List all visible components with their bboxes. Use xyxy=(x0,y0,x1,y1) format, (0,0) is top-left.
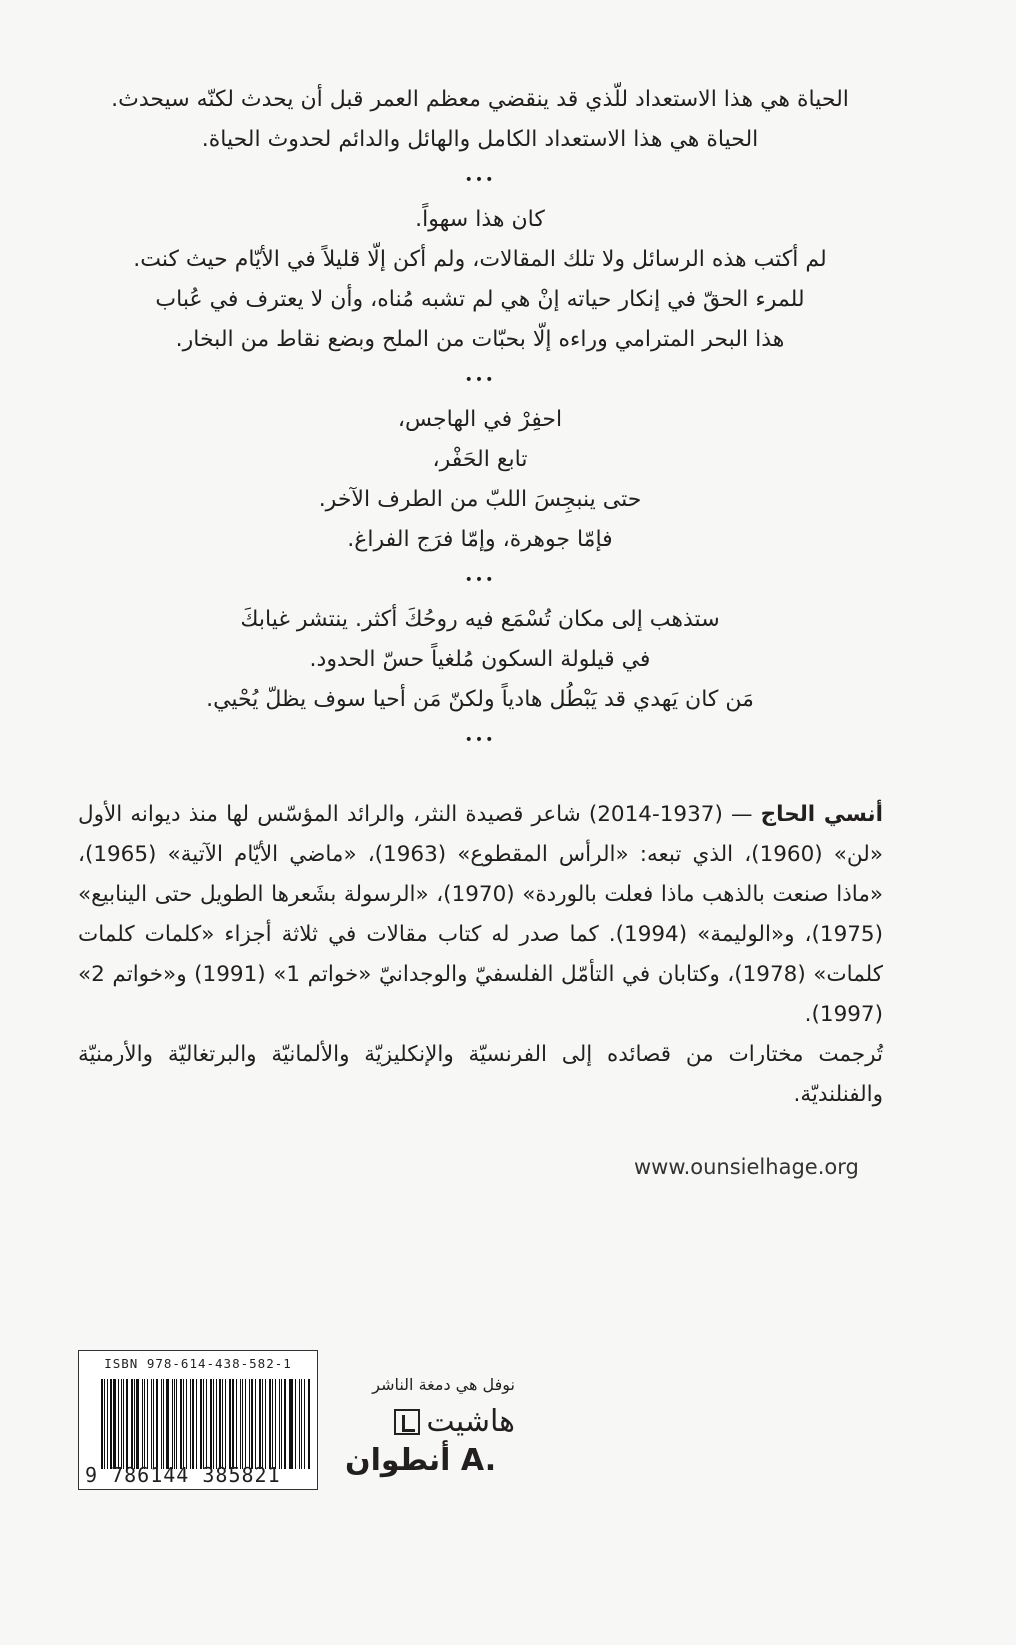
barcode-bar xyxy=(123,1379,124,1469)
barcode-bar xyxy=(121,1379,122,1469)
stanza-2 xyxy=(60,200,900,360)
barcode-bar xyxy=(190,1379,192,1469)
barcode-bar xyxy=(284,1379,286,1469)
barcode-bar xyxy=(134,1379,135,1469)
poem-line: حتى ينبجِسَ اللبّ من الطرف الآخر. xyxy=(318,487,642,512)
poem-line: للمرء الحقّ في إنكار حياته إنْ هي لم تشبه مُناه، وأن لا يعترف في عُباب xyxy=(155,287,805,312)
separator: ••• xyxy=(464,372,496,388)
hachette-logo-text: هاشيت xyxy=(426,1404,515,1439)
antoine-logo: أنطوان A. xyxy=(345,1443,497,1478)
barcode-bar xyxy=(213,1379,214,1469)
barcode-bar xyxy=(304,1379,305,1469)
barcode-bar xyxy=(216,1379,217,1469)
barcode-bars xyxy=(101,1379,311,1469)
barcode-bar xyxy=(290,1379,293,1469)
barcode-bar xyxy=(255,1379,256,1469)
barcode-bar xyxy=(110,1379,112,1469)
separator: ••• xyxy=(464,172,496,188)
hachette-h-icon xyxy=(394,1409,420,1435)
stanza-1 xyxy=(60,80,900,160)
barcode-bar xyxy=(299,1379,300,1469)
author-bio xyxy=(78,795,883,1115)
barcode-bar xyxy=(219,1379,221,1469)
barcode-bar xyxy=(161,1379,162,1469)
barcode-bar xyxy=(249,1379,250,1469)
barcode-bar xyxy=(172,1379,173,1469)
poem-line: كان هذا سهواً. xyxy=(415,207,545,232)
barcode-bar xyxy=(240,1379,241,1469)
barcode-bar xyxy=(289,1379,290,1469)
barcode-bar xyxy=(225,1379,226,1469)
barcode-bar xyxy=(232,1379,234,1469)
barcode-bar xyxy=(153,1379,154,1469)
barcode-bar xyxy=(236,1379,237,1469)
publisher-block xyxy=(340,1375,515,1478)
isbn-barcode xyxy=(78,1350,318,1490)
barcode-bar xyxy=(242,1379,244,1469)
barcode-bar xyxy=(144,1379,145,1469)
barcode-bar xyxy=(222,1379,223,1469)
barcode-bar xyxy=(269,1379,271,1469)
barcode-bar xyxy=(301,1379,303,1469)
poem-line: في قيلولة السكون مُلغياً حسّ الحدود. xyxy=(309,647,651,672)
barcode-bar xyxy=(265,1379,266,1469)
barcode-bar xyxy=(136,1379,139,1469)
barcode-bar xyxy=(210,1379,212,1469)
separator: ••• xyxy=(464,732,496,748)
barcode-bar xyxy=(183,1379,184,1469)
barcode-bar xyxy=(262,1379,263,1469)
stanza-4 xyxy=(60,600,900,720)
barcode-bar xyxy=(259,1379,262,1469)
poem-line: ستذهب إلى مكان تُسْمَع فيه روحُكَ أكثر. ينتشر غيابكَ xyxy=(240,607,720,632)
barcode-bar xyxy=(206,1379,207,1469)
barcode-bar xyxy=(279,1379,280,1469)
poem-line: هذا البحر المترامي وراءه إلّا بحبّات من الملح وبضع نقاط من البخار. xyxy=(175,327,785,352)
website-link[interactable]: www.ounsielhage.org xyxy=(634,1155,859,1179)
hachette-logo xyxy=(340,1404,515,1439)
author-name: أنسي الحاج xyxy=(760,802,883,827)
stanza-3 xyxy=(60,400,900,560)
isbn-number: ISBN 978-614-438-582-1 xyxy=(104,1356,292,1371)
barcode-bar xyxy=(203,1379,204,1469)
barcode-bar xyxy=(166,1379,169,1469)
bio-text: — (1937-2014) شاعر قصيدة النثر، والرائد المؤسّس لها منذ ديوانه الأول «لن» (1960)، الذي تبعه: «الرأس المقطوع» (1963)، «ماضي الأيّام الآتية» (1965)، «ماذا صنعت بالذهب ماذا فعلت بالوردة» (1970)، «الرسولة بشَعرها الطويل حتى الينابيع» (1975)، و«الوليمة» (1994). كما صدر له كتاب مقالات في ثلاثة أجزاء «كلمات كلمات كلمات» (1978)، وكتابان في التأمّل الفلسفيّ والوجدانيّ «خواتم 1» (1991) و«خواتم 2» (1997). xyxy=(78,802,883,1027)
barcode-bar xyxy=(156,1379,158,1469)
barcode-bar xyxy=(251,1379,253,1469)
barcode-bar xyxy=(275,1379,276,1469)
barcode-bar xyxy=(147,1379,149,1469)
barcode-bar xyxy=(131,1379,133,1469)
barcode-bar xyxy=(126,1379,128,1469)
barcode-bar xyxy=(196,1379,197,1469)
poem-line: الحياة هي هذا الاستعداد للّذي قد ينقضي معظم العمر قبل أن يحدث لكنّه سيحدث. xyxy=(111,87,849,112)
barcode-bar xyxy=(192,1379,194,1469)
poem-line: فإمّا جوهرة، وإمّا فرَج الفراغ. xyxy=(347,527,613,552)
barcode-bar xyxy=(113,1379,116,1469)
barcode-bar xyxy=(200,1379,203,1469)
barcode-bar xyxy=(101,1379,103,1469)
bio-paragraph xyxy=(78,795,883,1035)
barcode-bar xyxy=(308,1379,310,1469)
barcode-bar xyxy=(272,1379,274,1469)
barcode-bar xyxy=(245,1379,246,1469)
barcode-bar xyxy=(176,1379,177,1469)
poem-line: لم أكتب هذه الرسائل ولا تلك المقالات، ولم أكن إلّا قليلاً في الأيّام حيث كنت. xyxy=(133,247,827,272)
poem-line: احفِرْ في الهاجس، xyxy=(397,407,563,432)
barcode-bar xyxy=(174,1379,175,1469)
poem-line: الحياة هي هذا الاستعداد الكامل والهائل والدائم لحدوث الحياة. xyxy=(201,127,759,152)
barcode-bar xyxy=(118,1379,119,1469)
barcode-bar xyxy=(107,1379,108,1469)
poem-line: مَن كان يَهدي قد يَبْطُل هادياً ولكنّ مَن أحيا سوف يظلّ يُحْيي. xyxy=(206,687,754,712)
barcode-bar xyxy=(104,1379,105,1469)
barcode-bar xyxy=(151,1379,152,1469)
barcode-bar xyxy=(295,1379,296,1469)
barcode-bar xyxy=(229,1379,232,1469)
barcode-bar xyxy=(180,1379,182,1469)
barcode-bar xyxy=(163,1379,165,1469)
publisher-note: نوفل هي دمغة الناشر xyxy=(372,1375,515,1394)
back-cover-excerpts xyxy=(60,80,900,760)
barcode-bar xyxy=(142,1379,143,1469)
translations-paragraph: تُرجمت مختارات من قصائده إلى الفرنسيّة والإنكليزيّة والألمانيّة والبرتغاليّة والأرمنيّة والفنلنديّة. xyxy=(78,1042,883,1107)
barcode-bar xyxy=(281,1379,282,1469)
poem-line: تابع الحَفْر، xyxy=(432,447,528,472)
barcode-digits: 9 786144 385821 xyxy=(85,1463,281,1487)
barcode-bar xyxy=(186,1379,187,1469)
separator: ••• xyxy=(464,572,496,588)
